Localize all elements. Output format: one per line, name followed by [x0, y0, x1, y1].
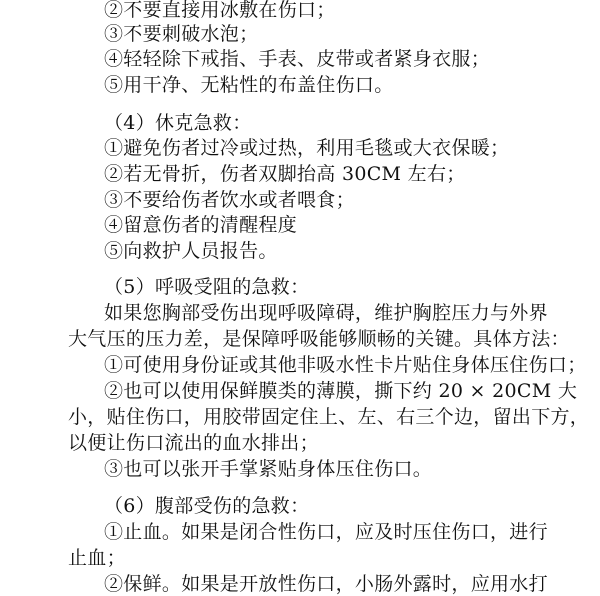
text-line: ③不要给伤者饮水或者喂食；: [104, 189, 355, 211]
text-line: ①止血。如果是闭合性伤口，应及时压住伤口，进行: [104, 521, 548, 543]
text-line: ⑤用干净、无粘性的布盖住伤口。: [104, 74, 394, 96]
text-line: ②若无骨折，伤者双脚抬高 30CM 左右；: [104, 163, 466, 185]
text-line: 小，贴住伤口，用胶带固定住上、左、右三个边，留出下方，: [68, 406, 590, 428]
text-line: ⑤向救护人员报告。: [104, 240, 278, 262]
text-line: 以便让伤口流出的血水排出；: [68, 432, 319, 454]
section-heading: （6）腹部受伤的急救：: [104, 495, 310, 517]
text-line: ③不要刺破水泡；: [104, 23, 259, 45]
text-line: ④留意伤者的清醒程度: [104, 214, 298, 236]
section-heading: （4）休克急救：: [104, 112, 252, 134]
text-line: ①避免伤者过冷或过热，利用毛毯或大衣保暖；: [104, 137, 510, 159]
text-line: 大气压的压力差，是保障呼吸能够顺畅的关键。具体方法：: [68, 328, 570, 350]
text-line: 如果您胸部受伤出现呼吸障碍，维护胸腔压力与外界: [104, 302, 548, 324]
text-line: ②不要直接用冰敷在伤口；: [104, 0, 336, 21]
text-line: ②也可以使用保鲜膜类的薄膜，撕下约 20 × 20CM 大: [104, 380, 578, 402]
section-heading: （5）呼吸受阻的急救：: [104, 276, 310, 298]
text-line: ④轻轻除下戒指、手表、皮带或者紧身衣服；: [104, 48, 491, 70]
text-line: ②保鲜。如果是开放性伤口，小肠外露时，应用水打: [104, 573, 548, 595]
text-line: ③也可以张开手掌紧贴身体压住伤口。: [104, 458, 433, 480]
text-line: 止血；: [68, 547, 126, 569]
text-line: ①可使用身份证或其他非吸水性卡片贴住身体压住伤口；: [104, 354, 587, 376]
